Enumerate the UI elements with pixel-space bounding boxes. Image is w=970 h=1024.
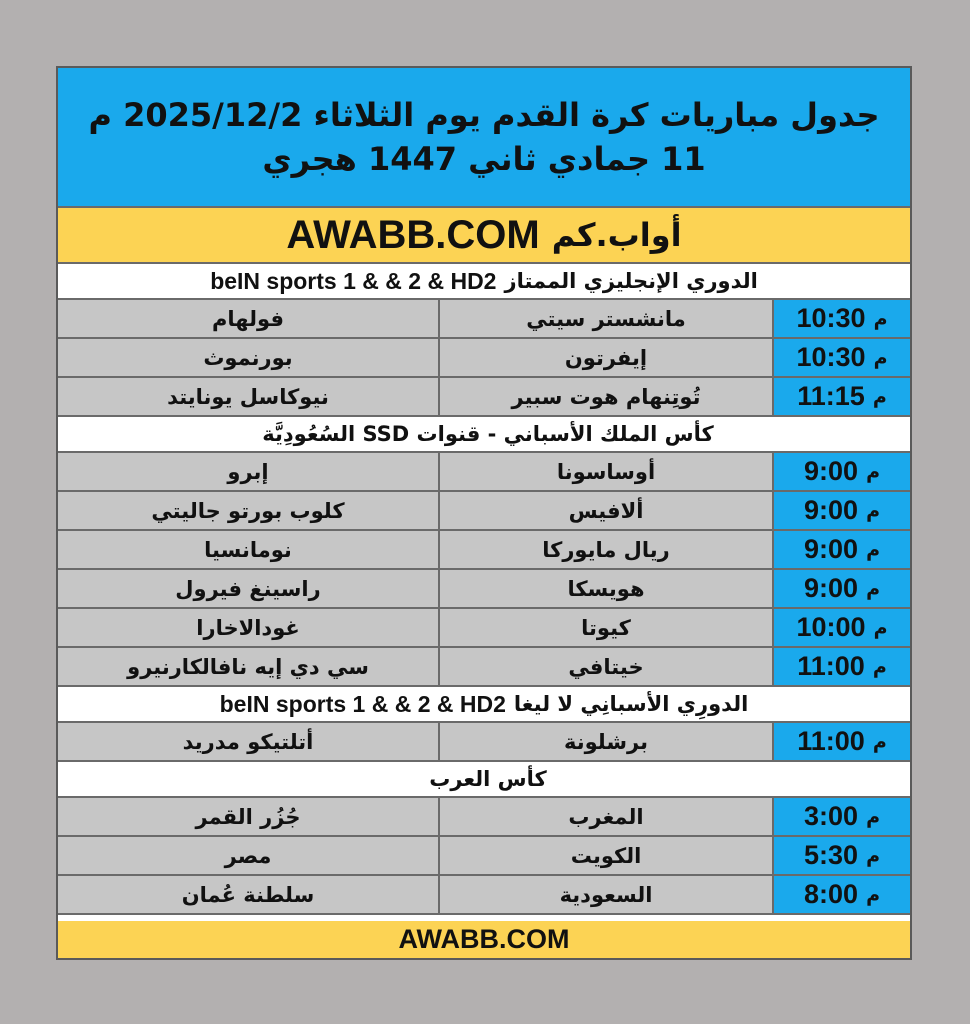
time-period: م	[872, 385, 887, 408]
match-row	[58, 648, 910, 687]
match-time: 11:15	[797, 381, 865, 411]
channel-name: beIN sports 1 & & 2 & HD2	[219, 690, 506, 717]
time-period: م	[873, 616, 888, 639]
league-name: كأس العرب	[429, 767, 547, 791]
away-team: كلوب بورتو جاليتي	[151, 498, 345, 523]
away-team: مصر	[224, 843, 272, 868]
league-header	[58, 687, 910, 723]
away-team: نيوكاسل يونايتد	[167, 384, 329, 409]
home-team: مانشستر سيتي	[438, 300, 772, 337]
footer-banner	[58, 921, 910, 958]
home-team: هويسكا	[438, 570, 772, 607]
home-team: ألافيس	[438, 492, 772, 529]
schedule-table	[56, 66, 912, 960]
match-time: 8:00	[804, 879, 859, 909]
match-row	[58, 837, 910, 876]
match-row	[58, 378, 910, 417]
time-period: م	[872, 730, 887, 753]
match-time-cell	[772, 570, 910, 607]
time-period: م	[866, 460, 880, 483]
time-period: م	[866, 883, 880, 906]
match-row	[58, 339, 910, 378]
match-time-cell	[772, 648, 910, 685]
brand-banner	[58, 208, 910, 264]
match-time-cell	[772, 798, 910, 835]
match-time-cell	[772, 609, 910, 646]
match-time: 9:00	[804, 534, 859, 564]
time-period: م	[872, 655, 887, 678]
away-team: فولهام	[212, 306, 284, 331]
time-period: م	[873, 307, 888, 330]
league-header	[58, 762, 910, 798]
away-team: أتلتيكو مدريد	[182, 729, 314, 754]
match-row	[58, 492, 910, 531]
match-time-cell	[772, 723, 910, 760]
time-period: م	[866, 844, 880, 867]
match-row	[58, 570, 910, 609]
brand-arabic: أواب.كم	[551, 216, 682, 254]
away-team: غودالاخارا	[196, 615, 300, 640]
away-team: جُزُر القمر	[195, 804, 301, 829]
match-time: 9:00	[804, 573, 859, 603]
home-team: كيوتا	[438, 609, 772, 646]
league-name: الدورِي الأسبانِي لا ليغا	[513, 692, 749, 716]
match-time-cell	[772, 300, 910, 337]
match-row	[58, 531, 910, 570]
match-row	[58, 723, 910, 762]
match-time-cell	[772, 378, 910, 415]
footer-text: AWABB.COM	[398, 924, 570, 954]
channel-name: beIN sports 1 & & 2 & HD2	[210, 267, 497, 294]
away-team: إبرو	[227, 459, 269, 484]
match-time: 10:00	[796, 612, 866, 642]
home-team: أوساسونا	[438, 453, 772, 490]
match-row	[58, 609, 910, 648]
match-time: 11:00	[797, 651, 865, 681]
match-row	[58, 876, 910, 915]
match-time: 3:00	[804, 801, 859, 831]
league-header	[58, 417, 910, 453]
match-time: 10:30	[796, 342, 866, 372]
home-team: السعودية	[438, 876, 772, 913]
time-period: م	[866, 577, 880, 600]
home-team: الكويت	[438, 837, 772, 874]
league-name: الدوري الإنجليزي الممتاز	[504, 269, 758, 293]
match-time: 9:00	[804, 495, 859, 525]
page-title: جدول مباريات كرة القدم يوم الثلاثاء 2025/12/2 م 11 جمادي ثاني 1447 هجري	[58, 68, 910, 208]
match-time-cell	[772, 339, 910, 376]
match-time: 10:30	[796, 303, 866, 333]
match-time-cell	[772, 531, 910, 568]
home-team: المغرب	[438, 798, 772, 835]
home-team: خيتافي	[438, 648, 772, 685]
match-time: 5:30	[804, 840, 859, 870]
brand-latin: AWABB.COM	[286, 212, 540, 257]
away-team: راسينغ فيرول	[175, 576, 321, 601]
match-time-cell	[772, 837, 910, 874]
match-time-cell	[772, 453, 910, 490]
league-header	[58, 264, 910, 300]
time-period: م	[866, 499, 880, 522]
away-team: نومانسيا	[204, 537, 292, 562]
home-team: برشلونة	[438, 723, 772, 760]
home-team: تُوتِنهام هوت سبير	[438, 378, 772, 415]
time-period: م	[866, 805, 880, 828]
away-team: سلطنة عُمان	[181, 882, 315, 907]
league-name: كأس الملك الأسباني - قنوات SSD السُعُودِيَّة	[262, 422, 714, 446]
match-row	[58, 300, 910, 339]
match-time: 9:00	[804, 456, 859, 486]
away-team: سي دي إيه نافالكارنيرو	[127, 654, 369, 679]
home-team: إيفرتون	[438, 339, 772, 376]
match-time: 11:00	[797, 726, 865, 756]
match-row	[58, 798, 910, 837]
home-team: ريال مايوركا	[438, 531, 772, 568]
match-row	[58, 453, 910, 492]
match-time-cell	[772, 492, 910, 529]
away-team: بورنموث	[203, 345, 293, 370]
match-time-cell	[772, 876, 910, 913]
time-period: م	[866, 538, 880, 561]
time-period: م	[873, 346, 888, 369]
